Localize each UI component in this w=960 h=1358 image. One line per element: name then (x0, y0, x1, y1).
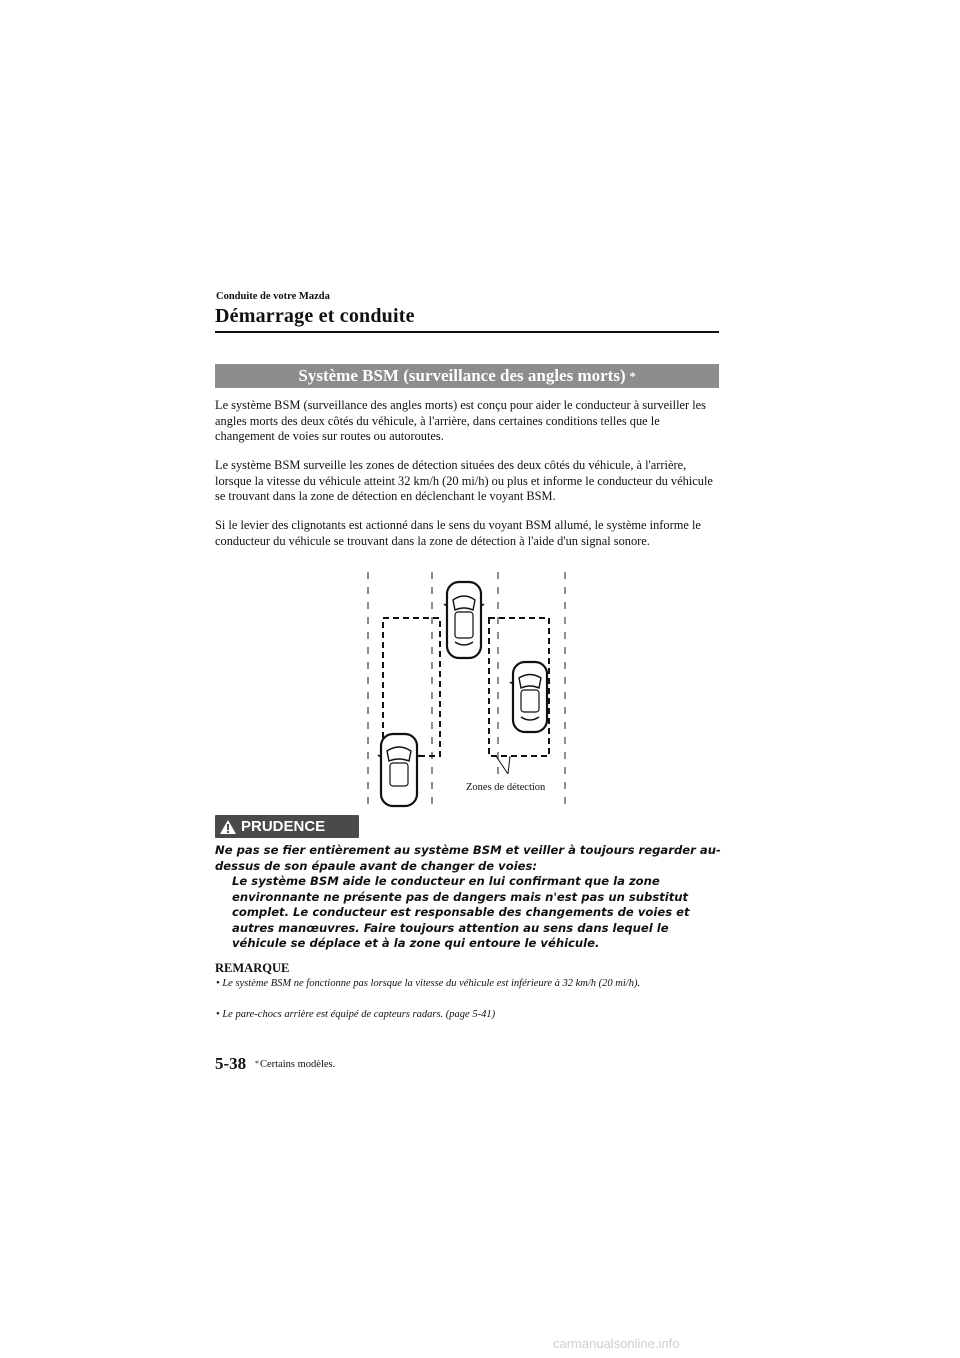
note-item (216, 977, 729, 991)
footnote-text: Certains modèles. (260, 1059, 336, 1070)
turn-signal-paragraph: Si le levier des clignotants est actionné dans le sens du voyant BSM allumé, le système informe le conducteur du véhicule se trouvant dans la zone de détection à l'aide d'un signal sonore. (215, 518, 701, 548)
car-top-view-icon (378, 734, 420, 806)
caution-label (215, 815, 359, 838)
note-bullet: • (216, 978, 220, 989)
chapter-title: Démarrage et conduite (215, 305, 415, 327)
warning-triangle-icon (215, 815, 241, 838)
bsm-detection-diagram (340, 566, 590, 812)
footnote-marker: * (255, 1059, 259, 1068)
caution-heading: Ne pas se fier entièrement au système BSM et veiller à toujours regarder au-dessus de son épaule avant de changer de voies: (215, 843, 721, 873)
note-item-text: Le système BSM ne fonctionne pas lorsque la vitesse du véhicule est inférieure à 32 km/h (20 mi/h). (222, 978, 641, 989)
car-top-view-icon (510, 662, 550, 732)
watermark: carmanualsonline.info (553, 1336, 680, 1351)
detection-paragraph: Le système BSM surveille les zones de détection situées des deux côtés du véhicule, à l'arrière, lorsque la vitesse du véhicule atteint 32 km/h (20 mi/h) ou plus et informe le conducteur du véhicule se trouvant dans la zone de détection en déclenchant le voyant BSM. (215, 458, 713, 504)
note-item (216, 1008, 729, 1022)
note-item-text: Le pare-chocs arrière est équipé de capteurs radars. (page 5-41) (222, 1009, 496, 1020)
detection-zones-label: Zones de détection (466, 782, 546, 793)
section-title: Système BSM (surveillance des angles morts) (298, 366, 626, 385)
caution-body: Le système BSM aide le conducteur en lui confirmant que la zone environnante ne présente pas de dangers mais n'est pas un substitut complet. Le conducteur est responsable des changements de voies et autres manœuvres. Faire toujours attention au sens dans lequel le véhicule se déplace et à la zone qui entoure le véhicule. (232, 874, 690, 950)
chapter-divider (215, 331, 719, 333)
page-number: 5-38 (215, 1054, 247, 1073)
note-bullet: • (216, 1009, 220, 1020)
note-heading: REMARQUE (215, 961, 290, 975)
car-top-view-icon (444, 582, 484, 658)
section-title-band (215, 364, 719, 388)
footnote (255, 1059, 335, 1070)
certain-models-marker: * (629, 369, 636, 383)
intro-paragraph: Le système BSM (surveillance des angles morts) est conçu pour aider le conducteur à surveiller les angles morts des deux côtés du véhicule, à l'arrière, dans certaines conditions telles que le changement de voies sur routes ou autoroutes. (215, 398, 706, 444)
caution-label-text: PRUDENCE (241, 818, 326, 835)
section-label: Conduite de votre Mazda (216, 291, 330, 302)
